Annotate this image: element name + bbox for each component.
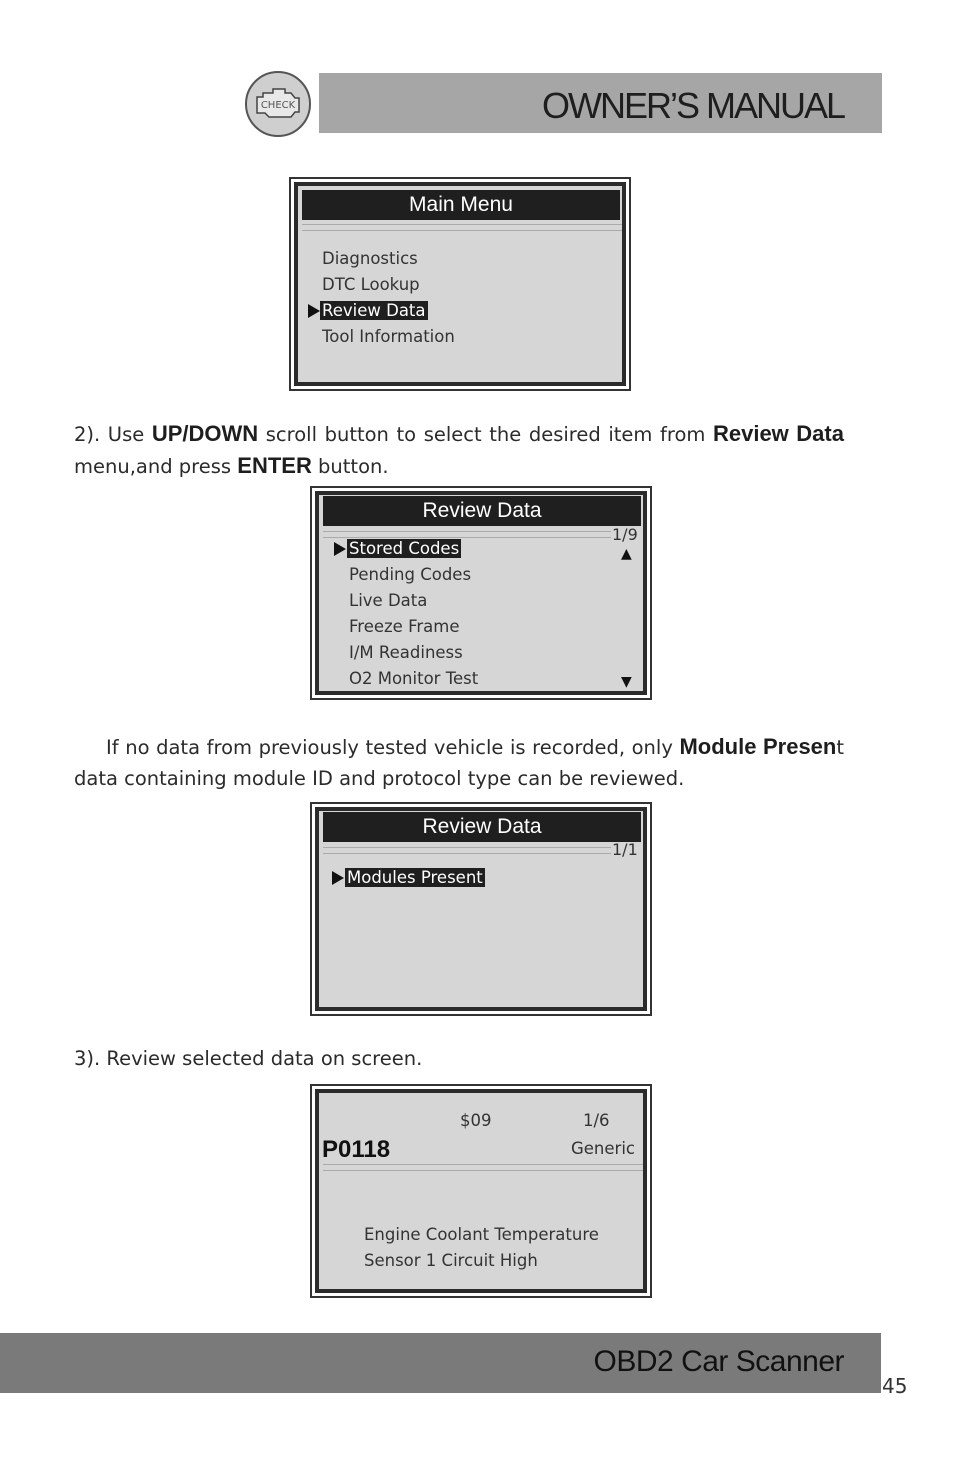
separator bbox=[323, 1164, 643, 1171]
check-engine-logo bbox=[244, 70, 312, 138]
header-bar bbox=[319, 73, 882, 133]
dtc-type: Generic bbox=[571, 1139, 635, 1158]
menu-item-dtc-lookup[interactable]: DTC Lookup bbox=[322, 275, 420, 294]
page-indicator: 1/1 bbox=[612, 840, 638, 859]
scroll-down-icon[interactable]: ▼ bbox=[621, 674, 632, 690]
menu-item-stored-codes[interactable] bbox=[347, 538, 461, 560]
dtc-description-line-2: Sensor 1 Circuit High bbox=[364, 1251, 538, 1270]
menu-item-live-data[interactable]: Live Data bbox=[349, 591, 428, 610]
selection-arrow-icon bbox=[308, 304, 320, 318]
separator bbox=[323, 531, 611, 538]
selected-item-label: Review Data bbox=[322, 301, 426, 320]
main-menu-screen bbox=[289, 177, 631, 391]
manual-title: OWNER’S MANUAL bbox=[541, 85, 844, 126]
screen-title: Review Data bbox=[323, 812, 641, 842]
selection-arrow-icon bbox=[334, 542, 346, 556]
page-indicator: 1/9 bbox=[612, 525, 638, 544]
step-3-instruction: 3). Review selected data on screen. bbox=[74, 1047, 423, 1070]
dtc-description-line-1: Engine Coolant Temperature bbox=[364, 1225, 599, 1244]
screen-title: Main Menu bbox=[302, 190, 620, 220]
scroll-up-icon[interactable]: ▲ bbox=[621, 546, 632, 562]
modules-present-screen bbox=[310, 802, 652, 1016]
engine-icon bbox=[244, 70, 312, 138]
menu-item-freeze-frame[interactable]: Freeze Frame bbox=[349, 617, 460, 636]
screen-title: Review Data bbox=[323, 496, 641, 526]
svg-text:CHECK: CHECK bbox=[260, 100, 296, 111]
dtc-detail-screen bbox=[310, 1084, 652, 1298]
selected-item-label: Stored Codes bbox=[349, 539, 460, 558]
step-2-instruction: 2). Use UP/DOWN scroll button to select the desired item from Review Data menu,and press ENTER button. bbox=[74, 421, 844, 478]
selection-arrow-icon bbox=[332, 871, 344, 885]
separator bbox=[302, 224, 622, 231]
menu-item-im-readiness[interactable]: I/M Readiness bbox=[349, 643, 463, 662]
selected-item-label: Modules Present bbox=[347, 868, 483, 887]
menu-item-modules-present[interactable] bbox=[345, 867, 485, 889]
menu-item-pending-codes[interactable]: Pending Codes bbox=[349, 565, 472, 584]
menu-item-o2-monitor-test[interactable]: O2 Monitor Test bbox=[349, 669, 479, 688]
menu-item-diagnostics[interactable]: Diagnostics bbox=[322, 249, 418, 268]
product-name: OBD2 Car Scanner bbox=[593, 1345, 844, 1378]
page-indicator: 1/6 bbox=[583, 1111, 610, 1130]
no-data-note: If no data from previously tested vehicle is recorded, only Module Present data containing module ID and protocol type can be reviewed. bbox=[74, 734, 845, 790]
menu-item-tool-information[interactable]: Tool Information bbox=[322, 327, 455, 346]
mode-label: $09 bbox=[460, 1111, 492, 1130]
separator bbox=[323, 847, 611, 854]
menu-item-review-data[interactable] bbox=[320, 300, 428, 322]
dtc-code: P0118 bbox=[322, 1136, 391, 1163]
review-data-screen bbox=[310, 486, 652, 700]
footer-bar bbox=[0, 1333, 881, 1393]
page-number: 45 bbox=[882, 1374, 908, 1398]
